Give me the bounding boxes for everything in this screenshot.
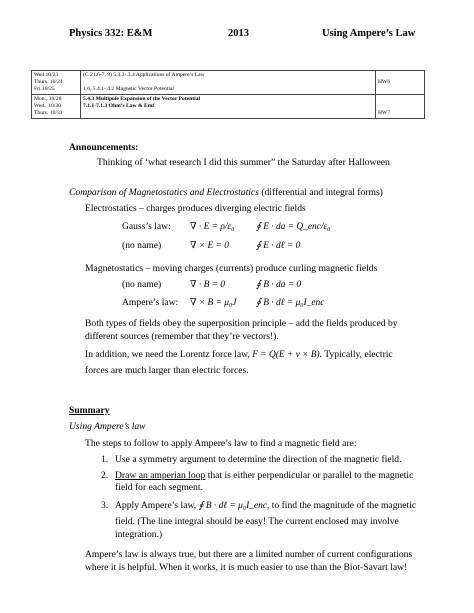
schedule-hw: HW6: [376, 71, 425, 95]
div-b-differential: ∇ · B = 0: [190, 280, 226, 290]
closing-line-1: Ampere’s law is always true, but there are a limited number of current configurations: [85, 549, 413, 560]
lorentz-equation: F = Q(E + v × B).: [252, 350, 322, 360]
lorentz-line-2: forces are much larger than electric forces.: [85, 365, 249, 376]
curl-e-differential: ∇ × E = 0: [190, 241, 229, 251]
noname1-label: (no name): [122, 240, 162, 251]
electrostatics-line: Electrostatics – charges produces diverging electric fields: [85, 203, 306, 214]
gauss-label: Gauss’s law:: [122, 221, 171, 232]
step-3: 3. Apply Ampere’s law, ∮ B · dℓ = μ₀I_enc, to find the magnitude of the magnetic: [101, 500, 417, 511]
schedule-dates: Wed.10/23 Thurs. 10/24 Fri.10/25: [32, 71, 81, 95]
schedule-row: [32, 71, 425, 95]
announcement-text: Thinking of ‘what research I did this summer” the Saturday after Halloween: [97, 157, 390, 168]
div-b-integral: ∮ B · da = 0: [256, 280, 302, 290]
step-3-equation: ∮ B · dℓ = μ₀I_enc,: [198, 501, 270, 511]
schedule-row: [32, 95, 425, 119]
step-1: 1. Use a symmetry argument to determine the direction of the magnetic field.: [101, 454, 402, 465]
year: 2013: [228, 28, 249, 39]
topic-title: Using Ampere’s Law: [322, 28, 416, 39]
schedule-hw: HW7: [376, 95, 425, 119]
comparison-title: Comparison of Magnetostatics and Electrostatics (differential and integral forms): [69, 187, 383, 198]
summary-intro: The steps to follow to apply Ampere’s law to find a magnetic field are:: [85, 438, 357, 449]
superposition-line-2: different sources (remember that they’re vectors!).: [85, 331, 279, 342]
step-3-line-3: integration.): [115, 529, 163, 540]
course-title: Physics 332: E&M: [69, 28, 153, 39]
ampere-differential: ∇ × B = μ₀J: [190, 298, 237, 308]
summary-subheading: Using Ampere’s law: [69, 421, 146, 432]
gauss-integral: ∮ E · da = Q_enc/ε₀: [256, 222, 331, 232]
curl-e-integral: ∮ E · dℓ = 0: [256, 241, 301, 251]
ampere-integral: ∮ B · dℓ = μ₀I_enc: [256, 298, 325, 308]
magnetostatics-line: Magnetostatics – moving charges (currents) produce curling magnetic fields: [85, 263, 378, 274]
step-2: 2. Draw an amperian loop that is either perpendicular or parallel to the magnetic: [101, 470, 414, 481]
step-3-line-2: field. (The line integral should be easy! The current enclosed may involve: [115, 516, 399, 527]
gauss-differential: ∇ · E = ρ/ε₀: [190, 222, 235, 232]
closing-line-2: where it is helpful. When it works, it is much easier to use than the Biot-Savart law!: [85, 562, 408, 573]
ampere-label: Ampere’s law:: [122, 297, 179, 308]
lorentz-line-1: In addition, we need the Lorentz force law, F = Q(E + v × B). Typically, electric: [85, 349, 393, 360]
noname2-label: (no name): [122, 279, 162, 290]
step-2-line-2: field for each segment.: [115, 482, 203, 493]
schedule-table: [31, 70, 425, 119]
announcements-heading: Announcements:: [69, 142, 139, 153]
schedule-dates: Mon., 10/28 Wed., 10/30 Thurs. 10/31: [32, 95, 81, 119]
schedule-topics: 5.4.3 Multipole Expansion of the Vector Potential 7.1.1-7.1.3 Ohm’s Law & Emf: [81, 95, 376, 119]
schedule-topics: (C 21.6-7, 9) 5.3.3-.3.4 Applications of Ampere’s Law 1.6, 5.4.1-.4.2 Magnetic Vector Potential: [81, 71, 376, 95]
superposition-line-1: Both types of fields obey the superposition principle – add the fields produced by: [85, 318, 398, 329]
summary-heading: Summary: [69, 405, 110, 416]
